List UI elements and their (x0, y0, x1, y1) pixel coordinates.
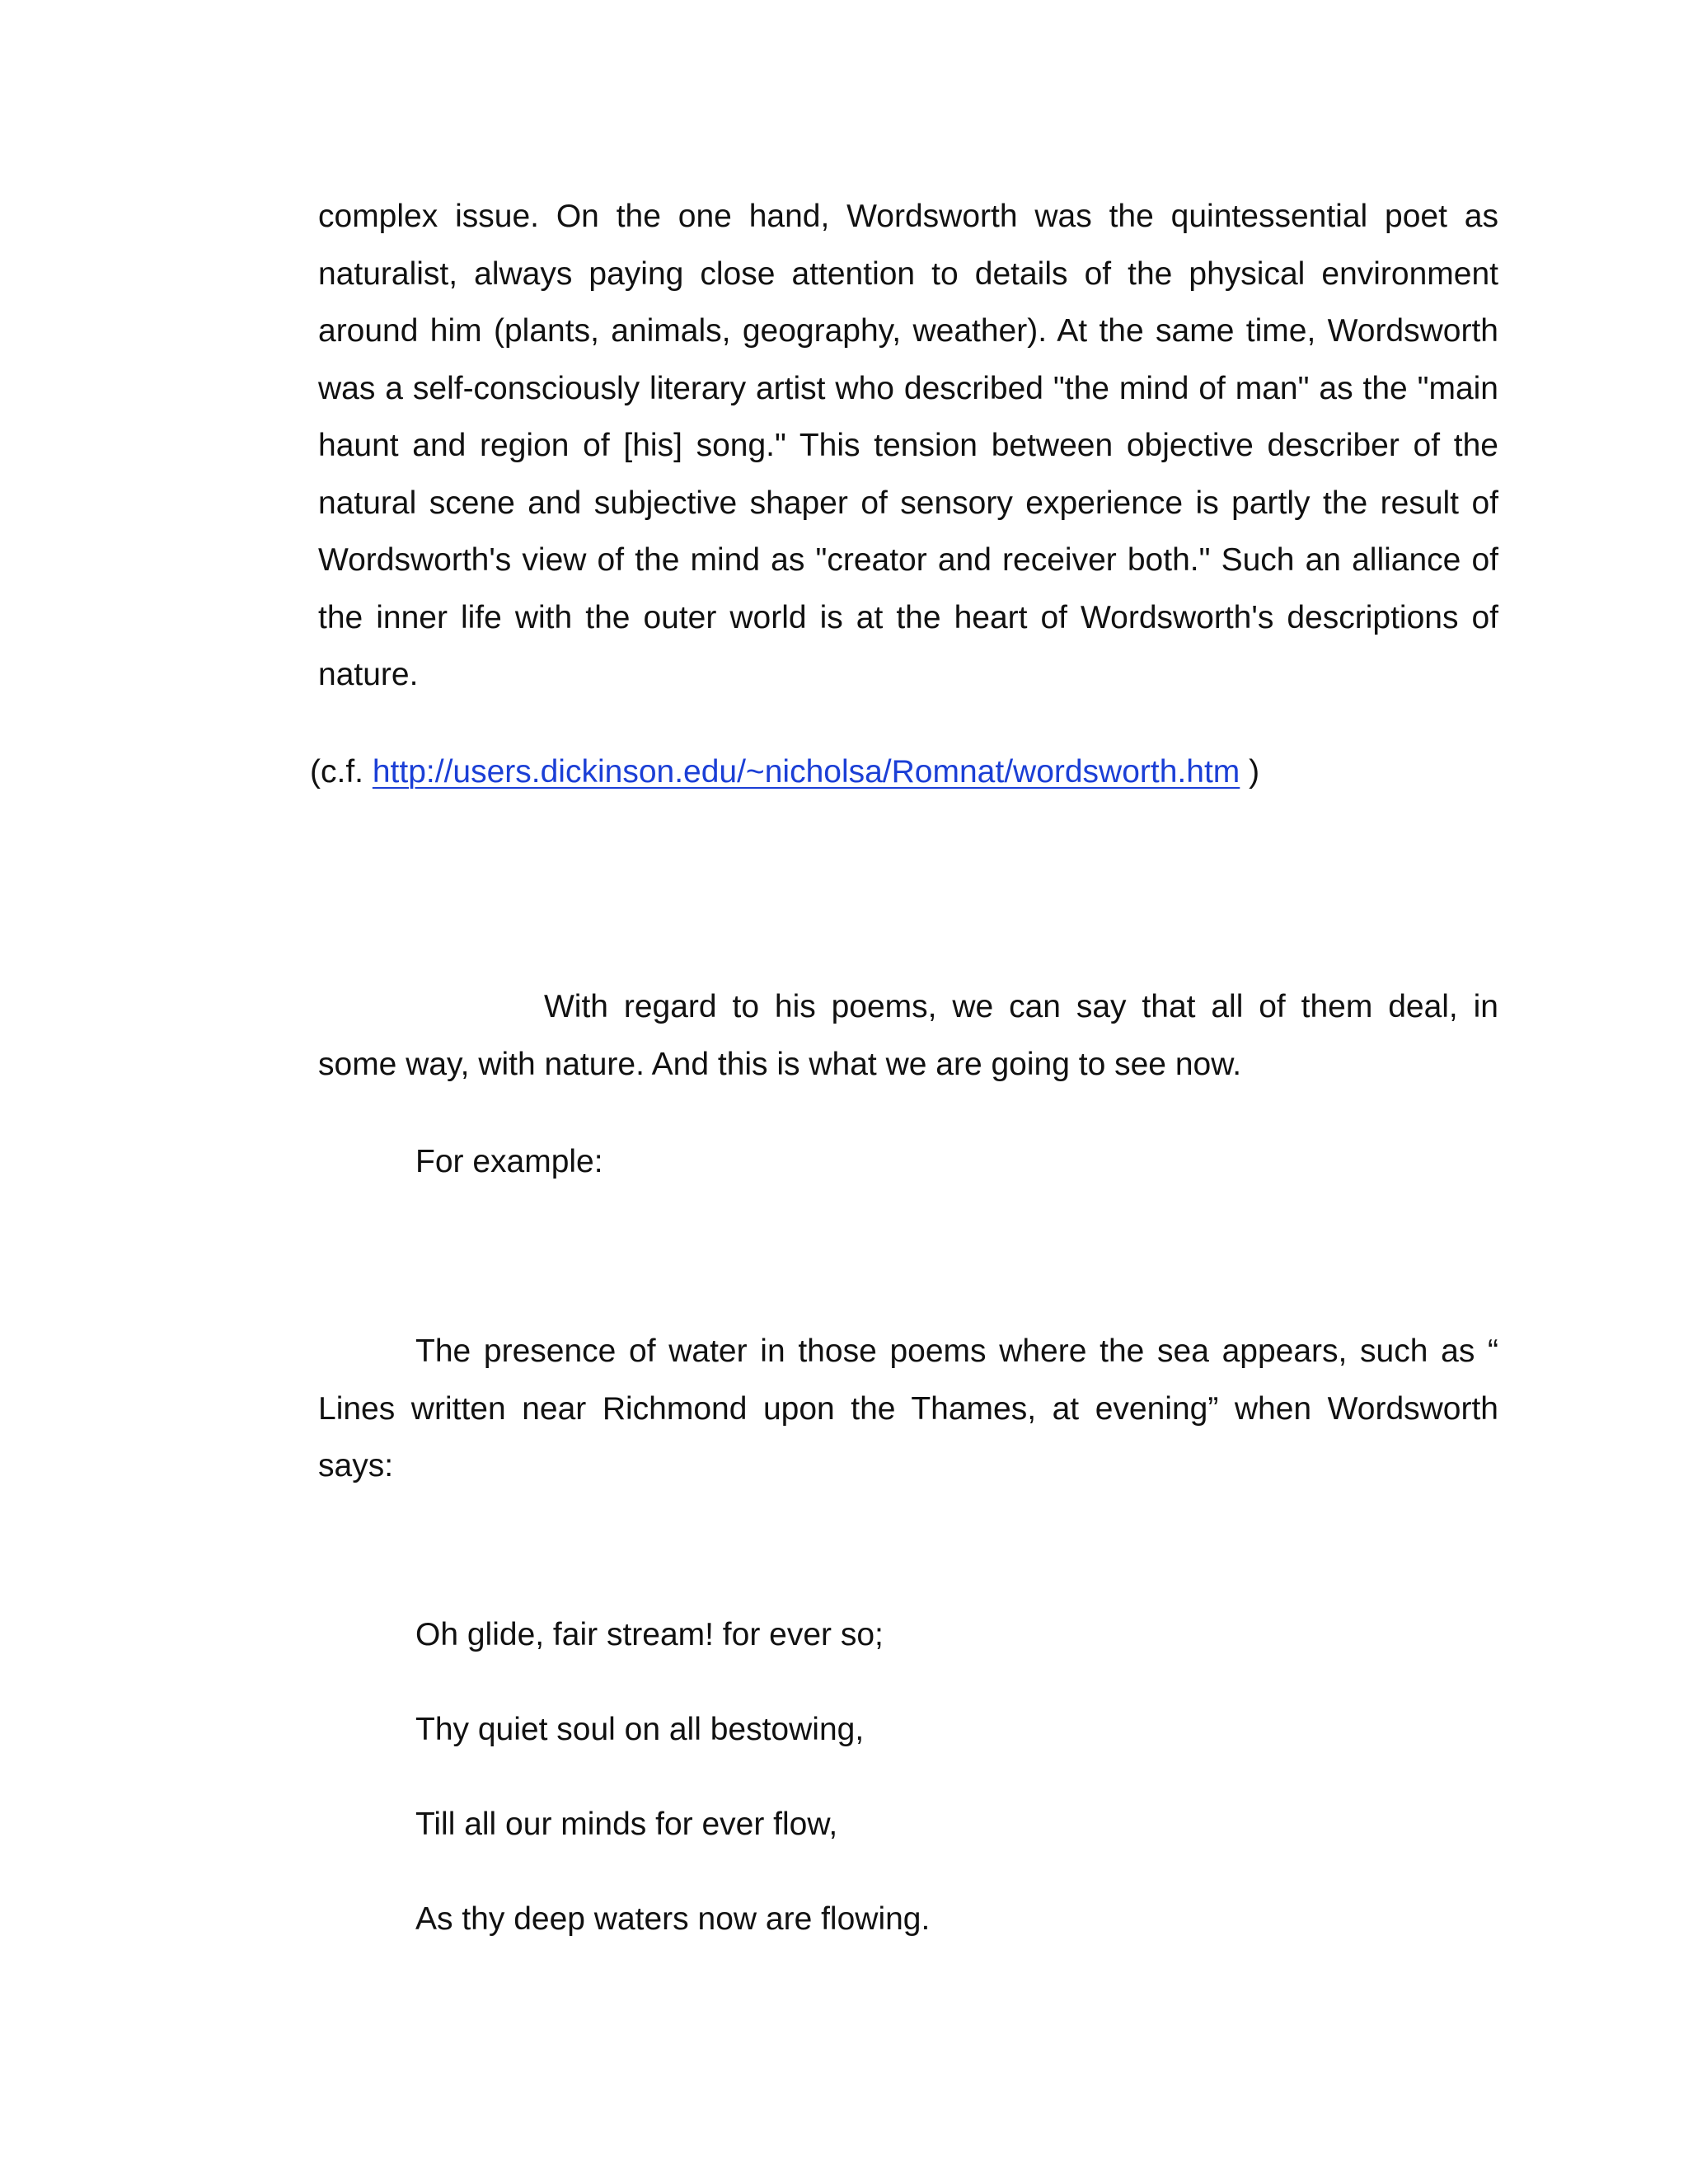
example-label: For example: (415, 1144, 603, 1179)
paragraph-water-presence: The presence of water in those poems where the sea appears, such as “ Lines written near Richmond upon the Thames, at evening” when Wordsworth says: (318, 1333, 1498, 1483)
citation-link[interactable]: http://users.dickinson.edu/~nicholsa/Romnat/wordsworth.htm (372, 754, 1240, 790)
poem-line: Thy quiet soul on all bestowing, (415, 1712, 865, 1747)
citation-prefix: (c.f. (310, 754, 373, 790)
citation-suffix: ) (1240, 754, 1260, 790)
paragraph-poems-nature: With regard to his poems, we can say that all of them deal, in some way, with nature. And this is what we are going to see now. (318, 989, 1498, 1082)
poem-line: Oh glide, fair stream! for ever so; (415, 1617, 884, 1652)
poem-line: As thy deep waters now are flowing. (415, 1901, 931, 1937)
poem-line: Till all our minds for ever flow, (415, 1807, 838, 1842)
paragraph-wordsworth-nature: complex issue. On the one hand, Wordsworth was the quintessential poet as naturalist, always paying close attention to details of the physical environment around him (plants, animals, geography, weather). At the same time, Wordsworth was a self-consciously literary artist who described "the mind of man" as the "main haunt and region of [his] song." This tension between objective describer of the natural scene and subjective shaper of sensory experience is partly the result of Wordsworth's view of the mind as "creator and receiver both." Such an alliance of the inner life with the outer world is at the heart of Wordsworth's descriptions of nature. (318, 199, 1498, 692)
citation (310, 743, 1259, 801)
